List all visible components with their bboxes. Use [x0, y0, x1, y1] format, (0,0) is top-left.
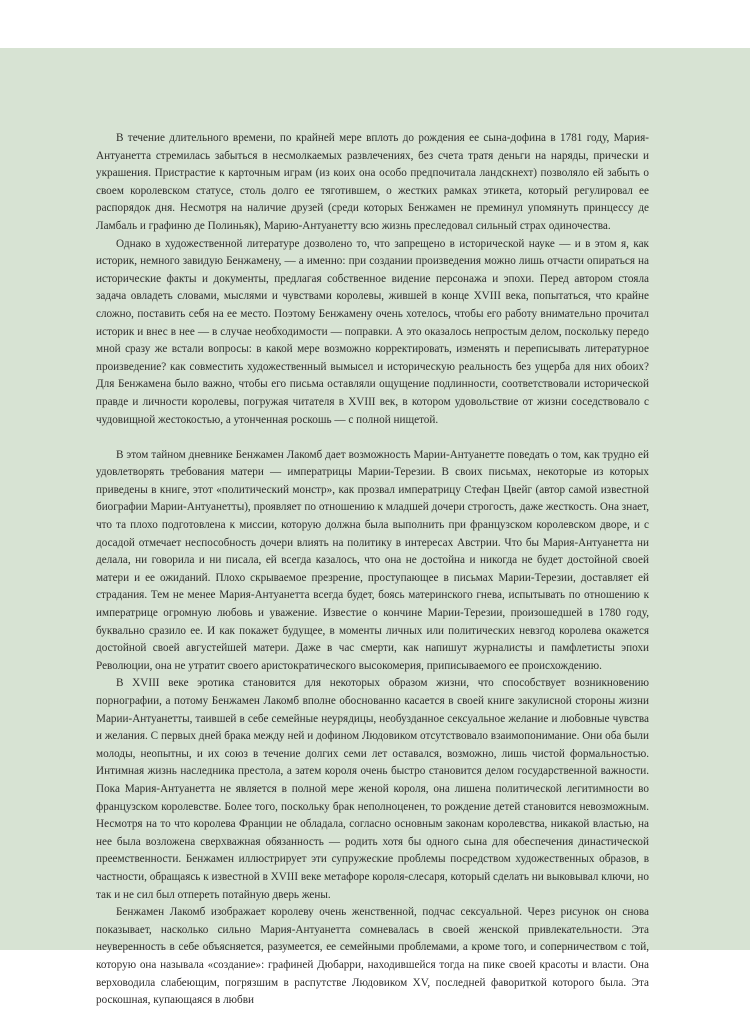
- page-text: [96, 130, 649, 1010]
- book-page: [0, 48, 750, 1007]
- paragraph: Однако в художественной литературе дозволено то, что запрещено в исторической науке — и в этом я, как историк, немного завидую Бенжамену, — а именно: при создании произведения можно лишь отчасти опираться на исторические факты и документы, предлагая собственное видение персонажа и эпохи. Перед автором стояла задача овладеть словами, мыслями и чувствами королевы, жившей в конце XVIII века, попытаться, что крайне сложно, поставить себя на ее место. Поэтому Бенжамену очень хотелось, чтобы его работу внимательно прочитал историк и внес в нее — в случае необходимости — поправки. А это оказалось непростым делом, поскольку передо мной сразу же встали вопросы: в какой мере возможно корректировать, изменять и переписывать литературное произведение? как совместить художественный вымысел и историческую реальность без ущерба для них обоих? Для Бенжамена было важно, чтобы его письма оставляли ощущение подлинности, соответствовали исторической правде и личности королевы, погружая читателя в XVIII век, в котором удовольствие от жизни соседствовало с чудовищной жестокостью, а утонченная роскошь — с полной нищетой.: [96, 237, 649, 426]
- paragraph: В XVIII веке эротика становится для некоторых образом жизни, что способствует возникновению порнографии, а потому Бенжамен Лакомб вполне обоснованно касается в своей книге закулисной стороны жизни Марии-Антуанетты, таившей в себе семейные неурядицы, необузданное сексуальное желание и любовные чувства и желания. С первых дней брака между ней и дофином Людовиком отсутствовало взаимопонимание. Они оба были молоды, неопытны, и их союз в течение долгих семи лет оставался, возможно, лишь чистой формальностью. Интимная жизнь наследника престола, а затем короля очень быстро становится делом государственной важности. Пока Мария-Антуанетта не является в полной мере женой короля, она лишена политической легитимности во французском королевстве. Более того, поскольку брак неполноценен, то рождение детей становится невозможным. Несмотря на то что королева Франции не обладала, согласно основным законам королевства, никакой властью, на нее была возложена сверхважная обязанность — родить хотя бы одного сына для обеспечения династической преемственности. Бенжамен иллюстрирует эти супружеские проблемы посредством художественных образов, в частности, обращаясь к известной в XVIII веке метафоре короля-слесаря, который сделать ни выковывал ключи, но так и не сил был отпереть потайную дверь жены.: [96, 677, 649, 901]
- paragraph: В течение длительного времени, по крайней мере вплоть до рождения ее сына-дофина в 1781 году, Мария-Антуанетта стремилась забыться в несмолкаемых развлечениях, без счета тратя деньги на наряды, прически и украшения. Пристрастие к карточным играм (из коих она особо предпочитала ландскнехт) позволяло ей забыть о своем королевском статусе, столь долго ее тяготившем, о жестких рамках этикета, который регулировал ее распорядок дня. Несмотря на наличие друзей (среди которых Бенжамен не преминул упомянуть принцессу де Ламбаль и графиню де Полиньяк), Марию-Антуанетту всю жизнь преследовал сильный страх одиночества.: [96, 132, 649, 232]
- paragraph: В этом тайном дневнике Бенжамен Лакомб дает возможность Марии-Антуанетте поведать о том, как трудно ей удовлетворять требования матери — императрицы Марии-Терезии. В своих письмах, некоторые из которых приведены в книге, этот «политический монстр», как прозвал императрицу Стефан Цвейг (автор самой известной биографии Марии-Антуанетты), проявляет по отношению к младшей дочери строгость, даже жесткость. Она знает, что та плохо подготовлена к миссии, которую должна была выполнить при французском королевском дворе, и с досадой отмечает неспособность дочери влиять на политику в интересах Австрии. Что бы Мария-Антуанетта ни делала, ни говорила и ни писала, ей всегда казалось, что она не достойна и никогда не будет достойной своей матери и ее ожиданий. Плохо скрываемое презрение, проступающее в письмах Марии-Терезии, доставляет ей страдания. Тем не менее Мария-Антуанетта всегда будет, боясь материнского гнева, испытывать по отношению к императрице огромную любовь и уважение. Известие о кончине Марии-Терезии, произошедшей в 1780 году, буквально сразило ее. И как покажет будущее, в моменты личных или политических невзгод королева окажется достойной своей августейшей матери. Даже в час смерти, как напишут журналисты и памфлетисты эпохи Революции, она не утратит своего аристократического высокомерия, приписываемого ее происхождению.: [96, 448, 649, 672]
- paragraph: Бенжамен Лакомб изображает королеву очень женственной, подчас сексуальной. Через рисунок он снова показывает, насколько сильно Мария-Антуанетта сомневалась в своей женской привлекательности. Эта неуверенность в себе объясняется, разумеется, ее семейными проблемами, а кроме того, и соперничеством с той, которую она называла «создание»: графиней Дюбарри, находившейся тогда на пике своей красоты и власти. Она верховодила слабеющим, погрязшим в распутстве Людовиком XV, последней фавориткой которого была. Эта роскошная, купающаяся в любви: [96, 906, 649, 1007]
